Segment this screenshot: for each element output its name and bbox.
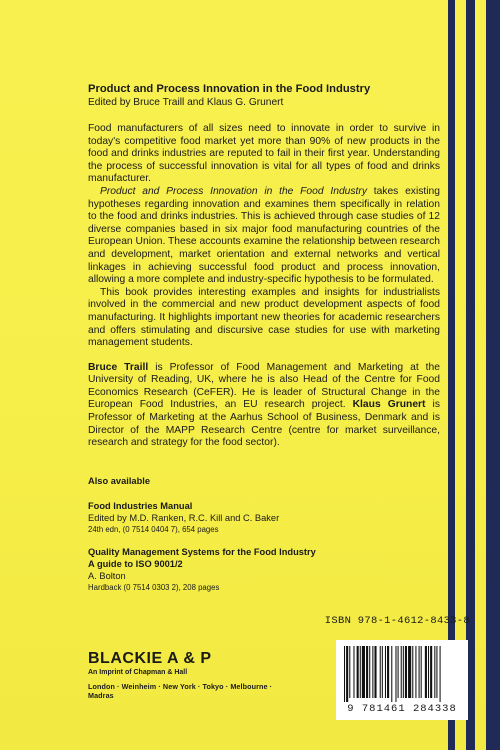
barcode-icon xyxy=(342,646,462,702)
author-name-1: Bruce Traill xyxy=(88,361,149,373)
publisher-block xyxy=(88,650,288,700)
author-bio-1: is Professor of Food Management and Marketing at the University of Reading, UK, where he is also Head of the Centre for Food Economics Research (CeFER). He is leader of Structural Change in the European Food Industries, an EU research project. xyxy=(88,361,440,411)
blurb-paragraph-2 xyxy=(88,186,440,287)
stripe-thick xyxy=(486,0,500,750)
publisher-imprint: An Imprint of Chapman & Hall xyxy=(88,669,188,676)
author-bio-2: is Professor of Marketing at the Aarhus School of Business, Denmark and is Director of the MAPP Research Centre (centre for market surveillance, research and strategy for the food sector). xyxy=(88,399,440,449)
related-book-2-author: A. Bolton xyxy=(88,570,126,581)
related-book-2-subtitle: A guide to ISO 9001/2 xyxy=(88,558,183,569)
book-title: Product and Process Innovation in the Food Industry xyxy=(88,83,371,95)
book-editors: Edited by Bruce Traill and Klaus G. Grunert xyxy=(88,97,284,108)
related-book-1-title: Food Industries Manual xyxy=(88,500,193,511)
cover-stripes xyxy=(448,0,500,750)
blurb-paragraph-1: Food manufacturers of all sizes need to innovate in order to survive in today's competitive food market yet more than 90% of new products in the food and drinks industries are reputed to fail in their first year. Understanding the process of successful innovation is vital for all types of food and drinks manufacturer. xyxy=(88,123,440,185)
publisher-cities: London · Weinheim · New York · Tokyo · Melbourne · Madras xyxy=(88,682,273,700)
barcode-digits: 9 781461 284338 xyxy=(347,703,457,715)
related-book-2-title: Quality Management Systems for the Food Industry xyxy=(88,546,316,557)
barcode-box xyxy=(336,640,468,720)
author-bios xyxy=(88,362,440,450)
stripe-thin xyxy=(448,0,455,750)
related-book-1-editors: Edited by M.D. Ranken, R.C. Kill and C. Baker xyxy=(88,512,280,523)
author-name-2: Klaus Grunert xyxy=(352,399,426,411)
stripe-medium xyxy=(466,0,475,750)
related-book-1-details: 24th edn, (0 7514 0404 7), 654 pages xyxy=(88,524,219,534)
also-available-heading: Also available xyxy=(88,475,151,486)
isbn-label: ISBN 978-1-4612-8433-8 xyxy=(324,615,470,627)
publisher-logo: BLACKIE A & P xyxy=(88,650,212,667)
book-title-italic: Product and Process Innovation in the Food Industry xyxy=(100,185,367,197)
blurb-column xyxy=(88,82,440,593)
blurb-paragraph-3: This book provides interesting examples and insights for industrialists involved in the commercial and new product development aspects of food manufacturing. It highlights important new theories for academic researchers and offers stimulating and discursive case studies for use with marketing management students. xyxy=(88,286,440,349)
blurb-paragraph-2-text: takes existing hypotheses regarding innovation and examines them specifically in relation to the food and drinks industries. This is achieved through case studies of 12 diverse companies based in six major food manufacturing countries of the European Union. These accounts examine the relationship between research and development, market orientation and external networks and vertical linkages in achieving successful food product and process innovation, allowing a more complete and industry-specific hypothesis to be formulated. xyxy=(88,185,440,286)
related-book-2-details: Hardback (0 7514 0303 2), 208 pages xyxy=(88,582,220,592)
